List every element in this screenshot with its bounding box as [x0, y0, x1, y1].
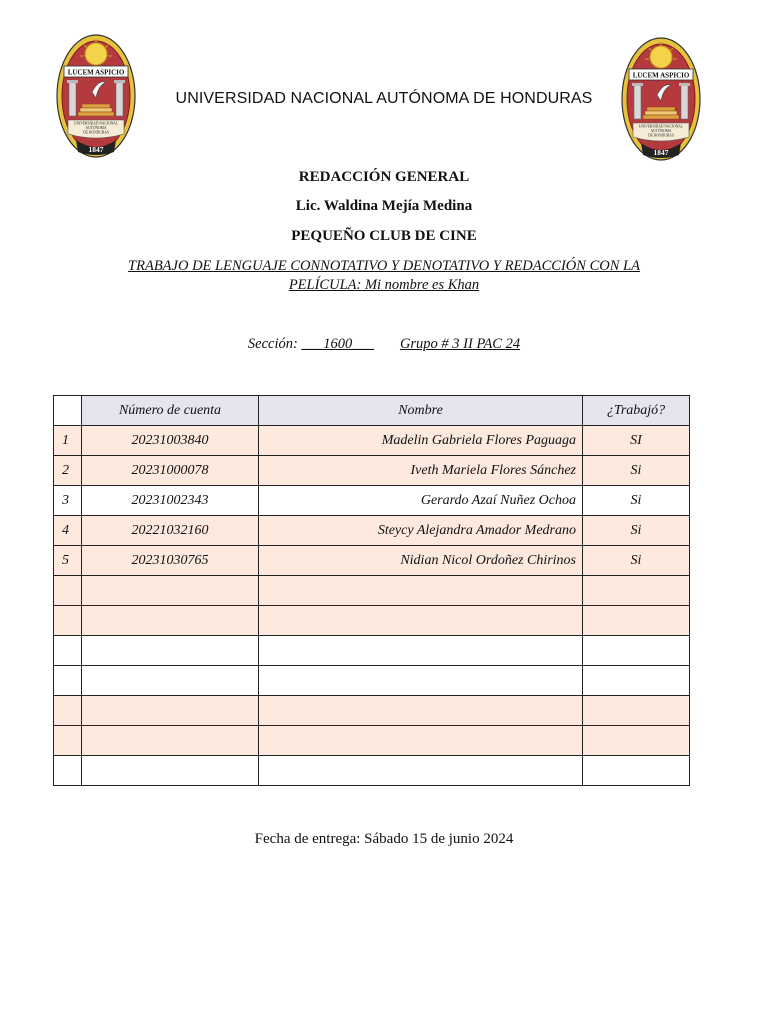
- teacher-name: Lic. Waldina Mejía Medina: [295, 198, 473, 214]
- table-row-empty: [54, 576, 690, 606]
- row-index: 3: [54, 486, 82, 516]
- row-worked: Si: [583, 516, 690, 546]
- section-group-row: [0, 336, 768, 353]
- header-name: Nombre: [259, 396, 583, 426]
- table-header-row: [54, 396, 690, 426]
- row-index: 5: [54, 546, 82, 576]
- seal-inscription: AUTÓNOMA: [85, 126, 107, 130]
- seal-inscription: AUTÓNOMA: [650, 129, 672, 133]
- table-row-empty: [54, 726, 690, 756]
- seal-inscription: DE HONDURAS: [648, 133, 674, 138]
- row-account: 20231030765: [82, 546, 259, 576]
- seal-inscription: UNIVERSIDAD NACIONAL: [73, 121, 119, 126]
- row-account: 20231000078: [82, 456, 259, 486]
- header-index: [54, 396, 82, 426]
- seal-motto: LUCEM ASPICIO: [67, 68, 125, 77]
- row-name: Iveth Mariela Flores Sánchez: [259, 456, 583, 486]
- row-worked: Si: [583, 486, 690, 516]
- table-row: [54, 486, 690, 516]
- table-row: [54, 546, 690, 576]
- row-index: 1: [54, 426, 82, 456]
- course-title: REDACCIÓN GENERAL: [298, 169, 470, 185]
- club-title: PEQUEÑO CLUB DE CINE: [291, 228, 477, 244]
- row-name: Nidian Nicol Ordoñez Chirinos: [259, 546, 583, 576]
- row-account: 20221032160: [82, 516, 259, 546]
- row-worked: SI: [583, 426, 690, 456]
- seal-inscription: UNIVERSIDAD NACIONAL: [638, 124, 684, 129]
- table-row: [54, 516, 690, 546]
- row-name: Steycy Alejandra Amador Medrano: [259, 516, 583, 546]
- group-label: Grupo # 3 II PAC 24: [399, 336, 521, 352]
- header-account: Número de cuenta: [82, 396, 259, 426]
- section-label: Sección:: [247, 336, 302, 352]
- row-worked: Si: [583, 456, 690, 486]
- row-name: Madelin Gabriela Flores Paguaga: [259, 426, 583, 456]
- assignment-line-1: TRABAJO DE LENGUAJE CONNOTATIVO Y DENOTATIVO Y REDACCIÓN CON LA: [128, 258, 640, 274]
- table-row-empty: [54, 696, 690, 726]
- members-table: [53, 395, 690, 786]
- section-value: ___1600___: [301, 336, 374, 352]
- seal-year: 1847: [653, 148, 669, 157]
- row-account: 20231002343: [82, 486, 259, 516]
- row-worked: Si: [583, 546, 690, 576]
- seal-inscription: DE HONDURAS: [83, 130, 109, 135]
- table-row-empty: [54, 636, 690, 666]
- seal-year: 1847: [88, 145, 104, 154]
- table-row: [54, 456, 690, 486]
- university-title: UNIVERSIDAD NACIONAL AUTÓNOMA DE HONDURAS: [175, 90, 593, 107]
- row-account: 20231003840: [82, 426, 259, 456]
- header-worked: ¿Trabajó?: [583, 396, 690, 426]
- due-date: Fecha de entrega: Sábado 15 de junio 2024: [254, 831, 514, 847]
- table-row-empty: [54, 666, 690, 696]
- row-index: 2: [54, 456, 82, 486]
- row-name: Gerardo Azaí Nuñez Ochoa: [259, 486, 583, 516]
- row-index: 4: [54, 516, 82, 546]
- seal-motto: LUCEM ASPICIO: [632, 71, 690, 80]
- assignment-line-2: PELÍCULA: Mi nombre es Khan: [288, 277, 480, 293]
- table-row-empty: [54, 756, 690, 786]
- table-row: [54, 426, 690, 456]
- table-row-empty: [54, 606, 690, 636]
